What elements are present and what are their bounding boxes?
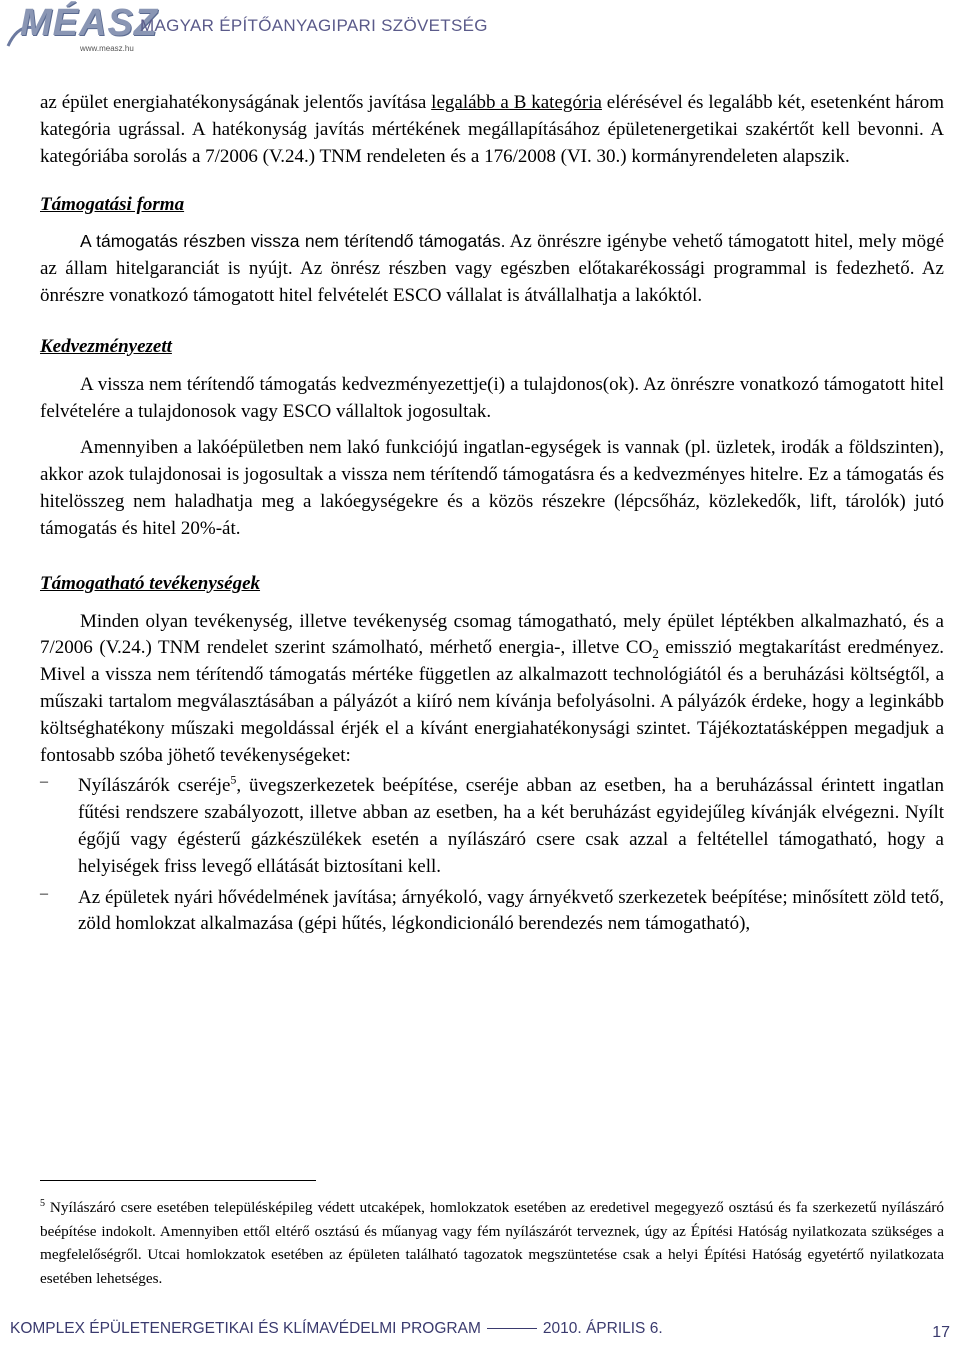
b-category-underlined: legalább a B kategória — [431, 92, 602, 113]
logo-text: MÉASZ — [20, 2, 158, 44]
footnote-number: 5 — [40, 1197, 45, 1209]
list-item: – Nyílászárók cseréje$^5$, üvegszerkezetek beépítése, cseréje abban az esetben, ha a beruházással érintett ingatlan fűtési rendszere szabályozott, illetve abban az esetben, ha a két beruházást egyidejűleg kívánják elvégezni. Nyílt égőjű vagy égésterű gázkészülékek esetén a nyílászáró csere csak azzal a feltétellel támogatható, hogy a helyiségek friss levegő ellátását biztosítani kell. — [40, 773, 944, 877]
page-header — [0, 0, 960, 60]
dash-bullet-icon: – — [40, 773, 48, 791]
footnote-text: Nyílászáró csere esetében településképileg védett utcaképek, homlokzatok esetében az eredetivel megegyező osztású és fa szerkezetű nyílászáró beépítése indokolt. Amennyiben ettől eltérő osztású és műanyag vagy fém nyílászárót terveznek, úgy az Építési Hatóság nyilatkozata szükséges a megfelelőségről. Utcai homlokzatok esetében az épületen található tagozatok megszüntetése csak a helyi Építési Hatóság egyetértő nyilatkozata esetében lehetséges. — [40, 1199, 944, 1287]
page-content — [40, 90, 944, 938]
footer-date: 2010. ÁPRILIS 6. — [542, 1320, 663, 1337]
footer-rule — [487, 1328, 537, 1329]
footnote — [40, 1196, 944, 1290]
dash-bullet-icon: – — [40, 884, 48, 902]
section-title-support-form: Támogatási forma — [40, 194, 185, 216]
section-title-activities: Támogatható tevékenységek — [40, 572, 261, 594]
support-form-paragraph: A támogatás részben vissza nem térítendő támogatás. Az önrészre igénybe vehető támogatott hitel, mely mögé az állam hitelgaranciát is nyújt. Az önrész részben vagy egészben előtakarékossági programmal is fedezhető. Az önrészre vonatkozó támogatott hitel felvételét ESCO vállalat is átvállalhatja a lakóktól. — [40, 231, 945, 306]
beneficiary-paragraph-2: Amennyiben a lakóépületben nem lakó funkciójú ingatlan-egységek is vannak (pl. üzletek, irodák a földszinten), akkor azok tulajdonosai is jogosultak a vissza nem térítendő támogatásra és a kedvezményes hitelre. Ez a támogatás és hitelösszeg nem haladhatja meg a lakóegységekre és a közös részekre (lépcsőház, közlekedők, lift, tárolók) jutó támogatás és hitel 20%-át. — [40, 437, 944, 539]
list-item: – Az épületek nyári hővédelmének javítása; árnyékoló, vagy árnyékvető szerkezetek beépítése; minősített zöld tető, zöld homlokzat alkalmazása (gépi hűtés, légkondicionáló berendezés nem támogatható), — [40, 884, 944, 935]
measz-logo — [6, 2, 158, 54]
activities-list — [40, 773, 944, 938]
beneficiary-paragraph-1: A vissza nem térítendő támogatás kedvezményezettje(i) a tulajdonos(ok). Az önrészre vonatkozó támogatott hitel felvételére a tulajdonosok vagy ESCO vállaltok jogosultak. — [40, 373, 944, 422]
organization-name: MAGYAR ÉPÍTŐANYAGIPARI SZÖVETSÉG — [140, 16, 488, 35]
activities-paragraph: Minden olyan tevékenység, illetve tevékenység csomag támogatható, mely épület léptékben alkalmazható, és a 7/2006 (V.24.) TNM rendelet szerint számolható, mérhető energia-, illetve $CO_2$ emisszió megtakarítást eredményez. Mivel a vissza nem térítendő támogatás mértéke független az alkalmazott technológiától és a beruházási költségtől, a műszaki tartalom megválasztásában a pályázót a kiíró nem kívánja befolyásolni. A pályázók érdeke, hogy a leginkább költséghatékony műszaki megoldással érjék el a kívánt energiahatékonysági szintet. Tájékoztatásképpen megadjuk a fontosabb szóba jöhető tevékenységeket: — [40, 610, 944, 766]
footer-program: KOMPLEX ÉPÜLETENERGETIKAI ÉS KLÍMAVÉDELMI PROGRAM — [10, 1320, 481, 1337]
page-footer — [10, 1320, 950, 1341]
footnote-separator — [40, 1180, 316, 1181]
page-number: 17 — [932, 1324, 950, 1341]
footnote-ref[interactable]: 5 — [230, 773, 237, 788]
section-title-beneficiary: Kedvezményezett — [40, 335, 172, 357]
intro-paragraph: az épület energiahatékonyságának jelentős javítása legalább a B kategória elérésével és legalább két, esetenként három kategória ugrással. A hatékonyság javítás mértékének megállapításához épületenergetikai szakértőt kell bevonni. A kategóriába sorolás a 7/2006 (V.24.) TNM rendeleten és a 176/2008 (VI. 30.) kormányrendeleten alapszik. — [40, 92, 944, 167]
logo-url: www.measz.hu — [80, 44, 134, 53]
